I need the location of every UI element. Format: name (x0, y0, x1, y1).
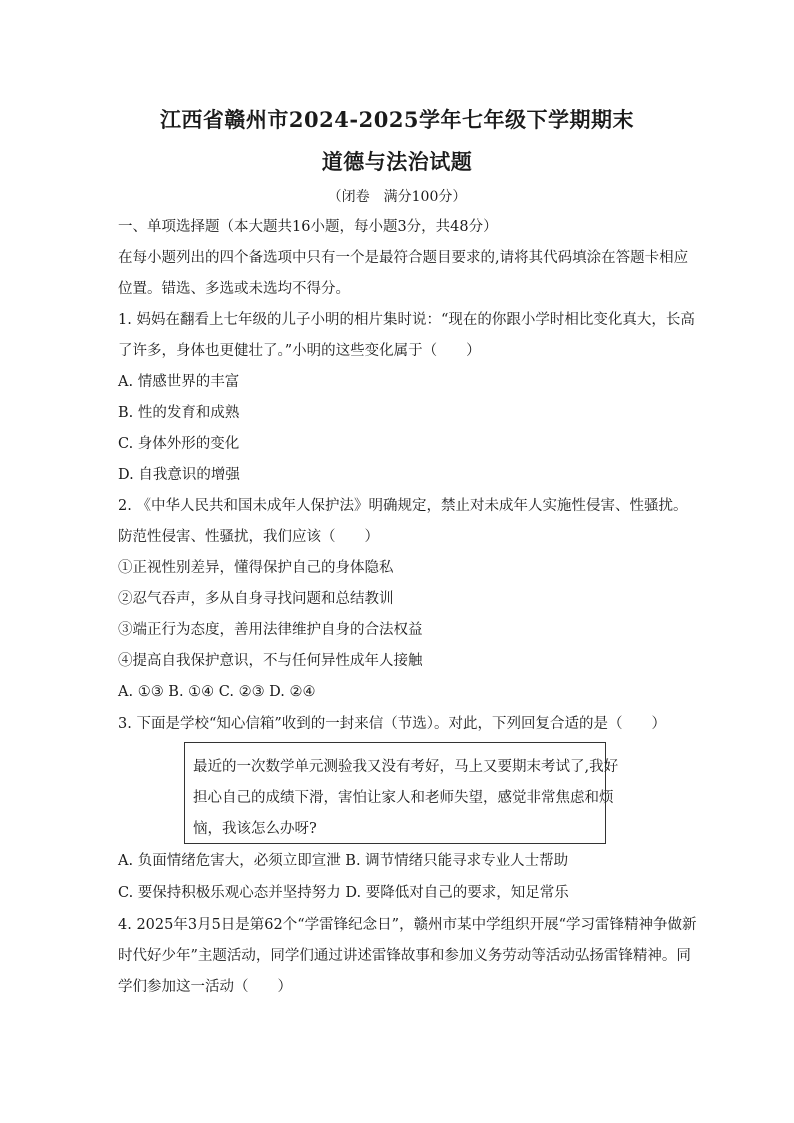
q3-options-line: C. 要保持积极乐观心态并坚持努力 D. 要降低对自己的要求，知足常乐 (118, 885, 569, 901)
section-heading: 一、单项选择题（本大题共16小题，每小题3分，共48分） (118, 219, 498, 235)
q2-options: A. ①③ B. ①④ C. ②③ D. ②④ (118, 684, 316, 700)
q4-stem-line: 4. 2025年3月5日是第62个“学雷锋纪念日”，赣州市某中学组织开展“学习雷锋精神争做新 (118, 917, 697, 933)
q2-item-4: ④提高自我保护意识，不与任何异性成年人接触 (118, 653, 423, 669)
q1-option-c: C. 身体外形的变化 (118, 436, 240, 452)
q1-option-d: D. 自我意识的增强 (118, 467, 240, 483)
q1-stem-line: 了许多，身体也更健壮了。”小明的这些变化属于（ ） (118, 343, 481, 359)
letter-line: 恼，我该怎么办呀? (193, 821, 317, 837)
q2-stem-line: 2. 《中华人民共和国未成年人保护法》明确规定，禁止对未成年人实施性侵害、性骚扰。 (118, 498, 688, 514)
q1-option-a: A. 情感世界的丰富 (118, 374, 240, 390)
exam-title-line1: 江西省赣州市2024-2025学年七年级下学期期末 (159, 107, 635, 132)
q4-stem-line: 学们参加这一活动（ ） (118, 979, 292, 995)
q4-stem-line: 时代好少年”主题活动，同学们通过讲述雷锋故事和参加义务劳动等活动弘扬雷锋精神。同 (118, 948, 691, 964)
instruction-line: 位置。错选、多选或未选均不得分。 (118, 281, 350, 297)
letter-line: 最近的一次数学单元测验我又没有考好，马上又要期末考试了,我好 (193, 759, 619, 775)
q1-stem-line: 1. 妈妈在翻看上七年级的儿子小明的相片集时说：“现在的你跟小学时相比变化真大，长高 (118, 312, 695, 328)
q2-item-2: ②忍气吞声，多从自身寻找问题和总结教训 (118, 591, 394, 607)
q3-options-line: A. 负面情绪危害大，必须立即宣泄 B. 调节情绪只能寻求专业人士帮助 (118, 853, 569, 869)
q2-item-3: ③端正行为态度，善用法律维护自身的合法权益 (118, 622, 423, 638)
q3-stem-line: 3. 下面是学校“知心信箱”收到的一封来信（节选）。对此，下列回复合适的是（ ） (118, 716, 667, 732)
letter-box (184, 742, 619, 844)
exam-subtitle: （闭卷 满分100分） (327, 189, 467, 205)
instruction-line: 在每小题列出的四个备选项中只有一个是最符合题目要求的,请将其代码填涂在答题卡相应 (118, 250, 689, 266)
letter-line: 担心自己的成绩下滑，害怕让家人和老师失望，感觉非常焦虑和烦 (193, 790, 614, 806)
q2-item-1: ①正视性别差异，懂得保护自己的身体隐私 (118, 560, 394, 576)
exam-title-line2: 道德与法治试题 (321, 149, 473, 174)
q2-stem-line: 防范性侵害、性骚扰，我们应该（ ） (118, 529, 379, 545)
q1-option-b: B. 性的发育和成熟 (118, 405, 240, 421)
